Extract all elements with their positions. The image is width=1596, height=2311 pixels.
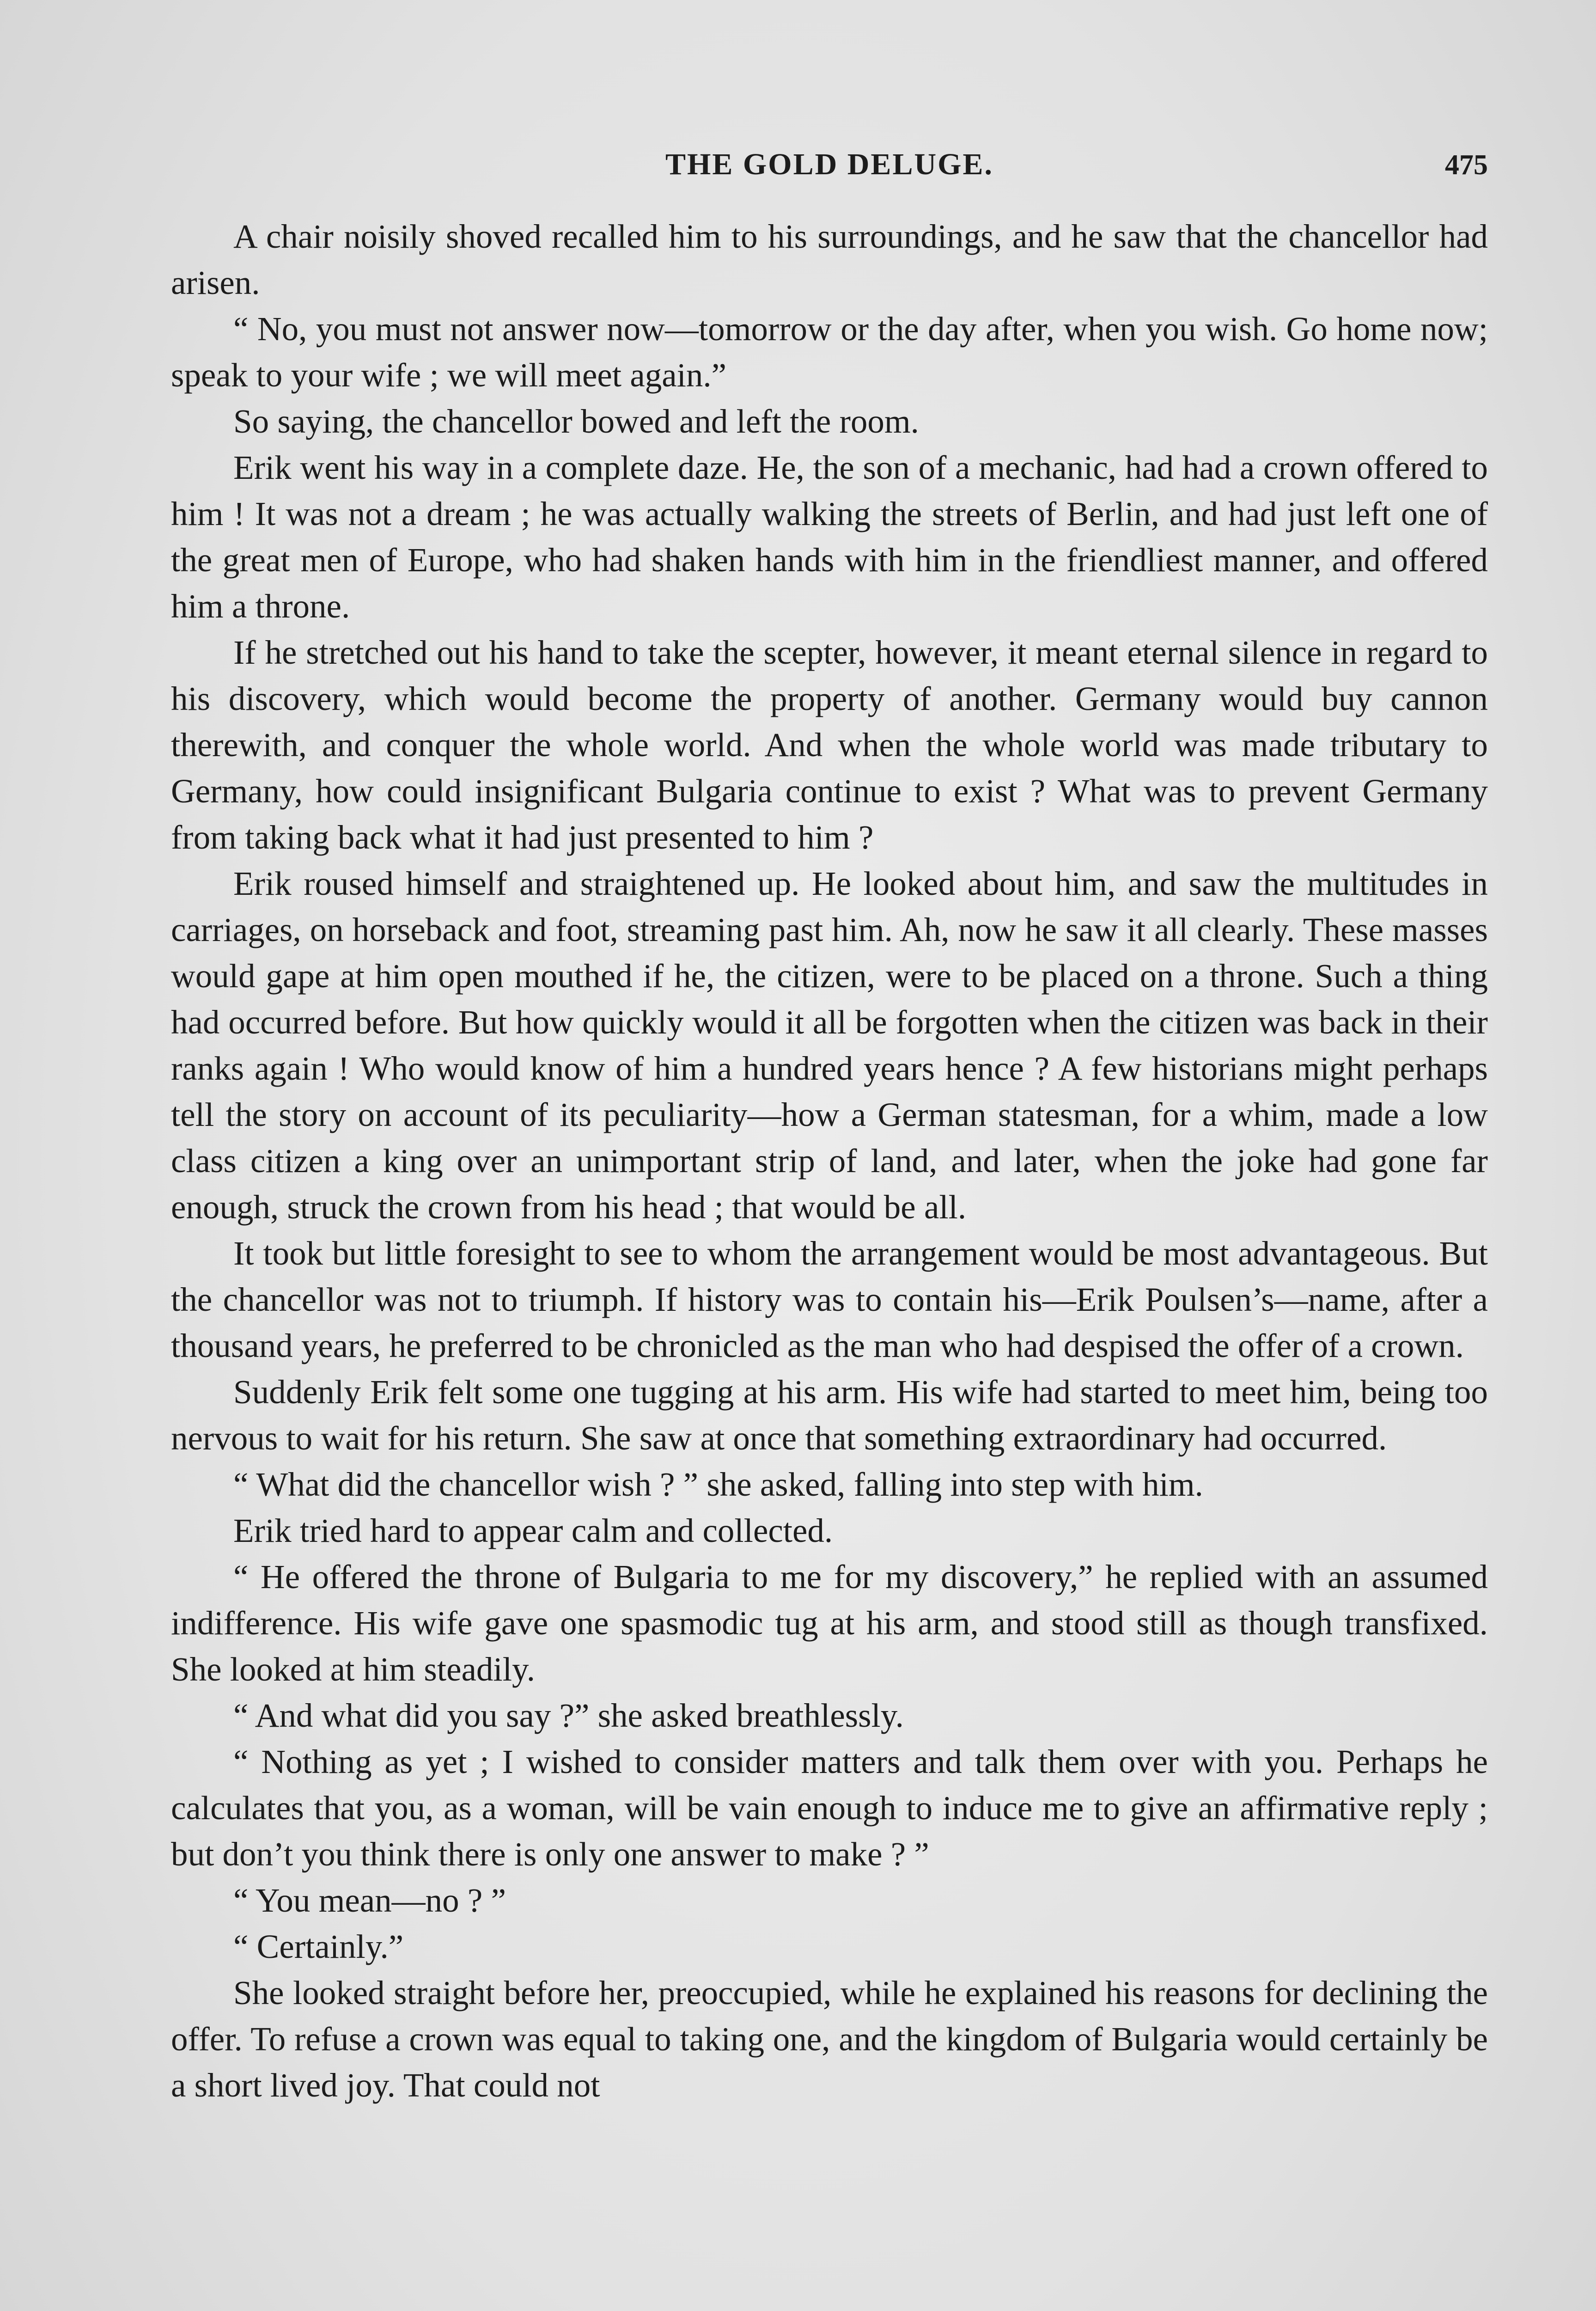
page-header [171,147,1488,189]
paragraph: If he stretched out his hand to take the scepter, however, it meant eternal silence in regard to his discovery, which would become the property of another. Germany would buy cannon therewith, and conquer the whole world. And when the whole world was made tributary to Germany, how could insignificant Bulgaria continue to exist ? What was to prevent Germany from taking back what it had just presented to him ? [171,634,1488,856]
paragraph: “ Nothing as yet ; I wished to consider matters and talk them over with you. Perhaps he calculates that you, as a woman, will be vain enough to induce me to give an affirmative reply ; but don’t you think there is only one answer to make ? ” [171,1743,1488,1873]
paragraph: She looked straight before her, preoccupied, while he explained his reasons for declining the offer. To refuse a crown was equal to taking one, and the kingdom of Bulgaria would certainly be a short lived joy. That could not [171,1974,1488,2104]
running-title: THE GOLD DELUGE. [665,147,993,181]
paragraph: Erik tried hard to appear calm and collected. [233,1512,833,1549]
paragraph: “ Certainly.” [233,1928,404,1965]
body-text [171,214,1488,2109]
paragraph: Erik went his way in a complete daze. He, the son of a mechanic, had had a crown offered to him ! It was not a dream ; he was actually walking the streets of Berlin, and had just left one of the great men of Europe, who had shaken hands with him in the friendliest manner, and offered him a throne. [171,449,1488,625]
paragraph: “ He offered the throne of Bulgaria to me for my discovery,” he replied with an assumed indifference. His wife gave one spasmodic tug at his arm, and stood still as though transfixed. She looked at him steadily. [171,1558,1488,1688]
paragraph: “ And what did you say ?” she asked breathlessly. [233,1697,904,1734]
paragraph: “ You mean—no ? ” [233,1882,506,1919]
paragraph: A chair noisily shoved recalled him to his surroundings, and he saw that the chancellor had arisen. [171,218,1488,301]
paragraph: “ What did the chancellor wish ? ” she asked, falling into step with him. [233,1466,1203,1503]
paragraph: “ No, you must not answer now—tomorrow or the day after, when you wish. Go home now; speak to your wife ; we will meet again.” [171,310,1488,394]
paragraph: Suddenly Erik felt some one tugging at his arm. His wife had started to meet him, being too nervous to wait for his return. She saw at once that something extraordinary had occurred. [171,1373,1488,1457]
paragraph: It took but little foresight to see to whom the arrangement would be most advantageous. But the chancellor was not to triumph. If history was to contain his—Erik Poulsen’s—name, after a thousand years, he preferred to be chronicled as the man who had despised the offer of a crown. [171,1235,1488,1364]
paragraph: Erik roused himself and straightened up. He looked about him, and saw the multitudes in carriages, on horseback and foot, streaming past him. Ah, now he saw it all clearly. These masses would gape at him open mouthed if he, the citizen, were to be placed on a throne. Such a thing had occurred before. But how quickly would it all be forgotten when the citizen was back in their ranks again ! Who would know of him a hundred years hence ? A few historians might perhaps tell the story on account of its peculiarity—how a German statesman, for a whim, made a low class citizen a king over an unimportant strip of land, and later, when the joke had gone far enough, struck the crown from his head ; that would be all. [171,865,1488,1226]
paragraph: So saying, the chancellor bowed and left the room. [233,403,919,440]
page-number: 475 [1445,149,1488,181]
